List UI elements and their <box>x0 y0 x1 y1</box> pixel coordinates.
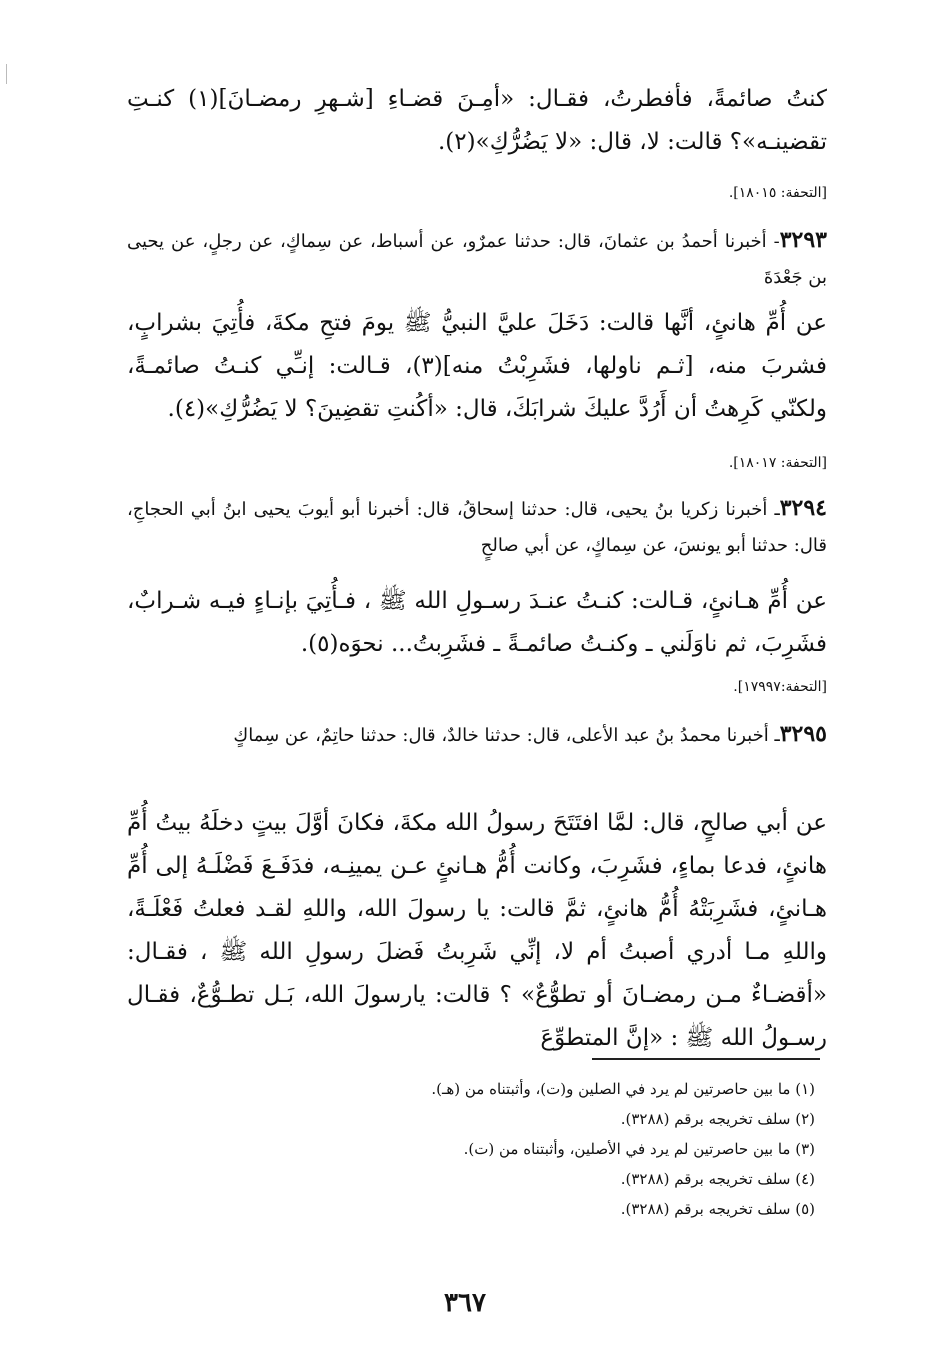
footnote-5: (٥) سلف تخريجه برقم (٣٢٨٨). <box>620 1200 815 1218</box>
hadith-3294-tuhfa: [التحفة:١٧٩٩٧]. <box>733 679 827 695</box>
hadith-3293-matn: عن أُمِّ هانئٍ، أنَّها قالت: دَخَلَ عليَّ النبيُّ ﷺ يومَ فتحِ مكةَ، فأُتِيَ بشرابٍ، فشربَ منه، [ثـم ناولها، فشَرِبْتُ منه](٣)، قـالت: إنـِّي كنـتُ صائمـةً، ولكنّي كَرِهتُ أن أَرُدَّ عليكَ شرابَكَ، قال: «أكُنتِ تقضِينَ؟ لا يَضُرُّكِ»(٤). <box>127 310 827 422</box>
footnote-4: (٤) سلف تخريجه برقم (٣٢٨٨). <box>620 1170 815 1188</box>
footnotes <box>195 1074 815 1224</box>
hadith-3294-matn: عن أُمِّ هـانئٍ، قـالت: كنـتُ عنـدَ رسـولِ الله ﷺ ، فـأُتِيَ بإنـاءٍ فيـه شـرابٌ، فشَرِبَ، ثم ناوَلَني ـ وكنـتُ صائمـةً ـ فشَرِبتُ... نحوَه(٥). <box>127 588 827 657</box>
continued-text: كنتُ صائمةً، فأفطرتُ، فقـال: «أمِـنَ قضـاءِ [شـهرِ رمضـانَ](١) كنـتِ تقضينـه»؟ قالت: لا، قال: «لا يَضُرُّكِ»(٢). <box>127 86 827 155</box>
isnad-text: ـ أخبرنا محمدُ بنُ عبد الأعلى، قال: حدثنا خالدٌ، قال: حدثنا حاتِمٌ، عن سِماكٍ <box>233 725 780 746</box>
hadith-3295-isnad <box>127 716 827 754</box>
hadith-3294-isnad <box>127 490 827 564</box>
margin-mark <box>6 64 7 84</box>
hadith-3293-isnad <box>127 222 827 296</box>
hadith-3295-matn: عن أبي صالحٍ، قال: لمَّا افتَتَحَ رسولُ الله مكةَ، فكانَ أوَّلَ بيتٍ دخلَهُ بيتُ أُمِّ هانئٍ، فدعا بماءٍ، فشَرِبَ، وكانت أُمُّ هـانئٍ عـن يمينِـه، فدَفَـعَ فَضْلَـهُ إلى أُمِّ هـانئٍ، فشَرِبَتْهُ أُمُّ هانئٍ، ثمَّ قالت: يا رسولَ الله، واللهِ لقـد فعلتُ فَعْلَـةً، واللهِ مـا أدري أصبتُ أم لا، إنِّي شَرِبتُ فَضلَ رسولِ الله ﷺ ، فقـال: «أقضـاءٌ مـن رمضـانَ أو تطوُّعٌ» ؟ قالت: يارسولَ الله، بَـل تطـوُّعٌ، فقـال رسـولُ الله ﷺ : «إنَّ المتطوِّعَ <box>127 810 827 1051</box>
isnad-text: - أخبرنا أحمدُ بن عثمانَ، قال: حدثنا عمرٌو، عن أسباط، عن سِماكٍ، عن رجلٍ، عن يحيى بن جَعْدَةَ <box>127 231 827 288</box>
tuhfa-reference: [التحفة: ١٨٠١٥]. <box>728 185 827 201</box>
hadith-3293-tuhfa: [التحفة: ١٨٠١٧]. <box>728 455 827 471</box>
page-number: ٣٦٧ <box>444 1288 486 1318</box>
hadith-number: ٣٢٩٣ <box>779 227 827 253</box>
isnad-text: ـ أخبرنا زكريا بنُ يحيى، قال: حدثنا إسحاقُ، قال: أخبرنا أبو أيوبَ يحيى ابنُ أبي الحجاجِ، قال: حدثنا أبو يونسَ، عن سِماكٍ، عن أبي صالحٍ <box>127 499 827 556</box>
hadith-number: ٣٢٩٤ <box>779 495 827 521</box>
footnote-3: (٣) ما بين حاصرتين لم يرد في الأصلين، وأثبتناه من (ت). <box>463 1140 815 1158</box>
footnote-1: (١) ما بين حاصرتين لم يرد في الصلين و(ت)، وأثبتناه من (هـ). <box>431 1080 815 1098</box>
footnote-separator <box>592 1058 820 1060</box>
hadith-number: ٣٢٩٥ <box>779 721 827 747</box>
footnote-2: (٢) سلف تخريجه برقم (٣٢٨٨). <box>620 1110 815 1128</box>
